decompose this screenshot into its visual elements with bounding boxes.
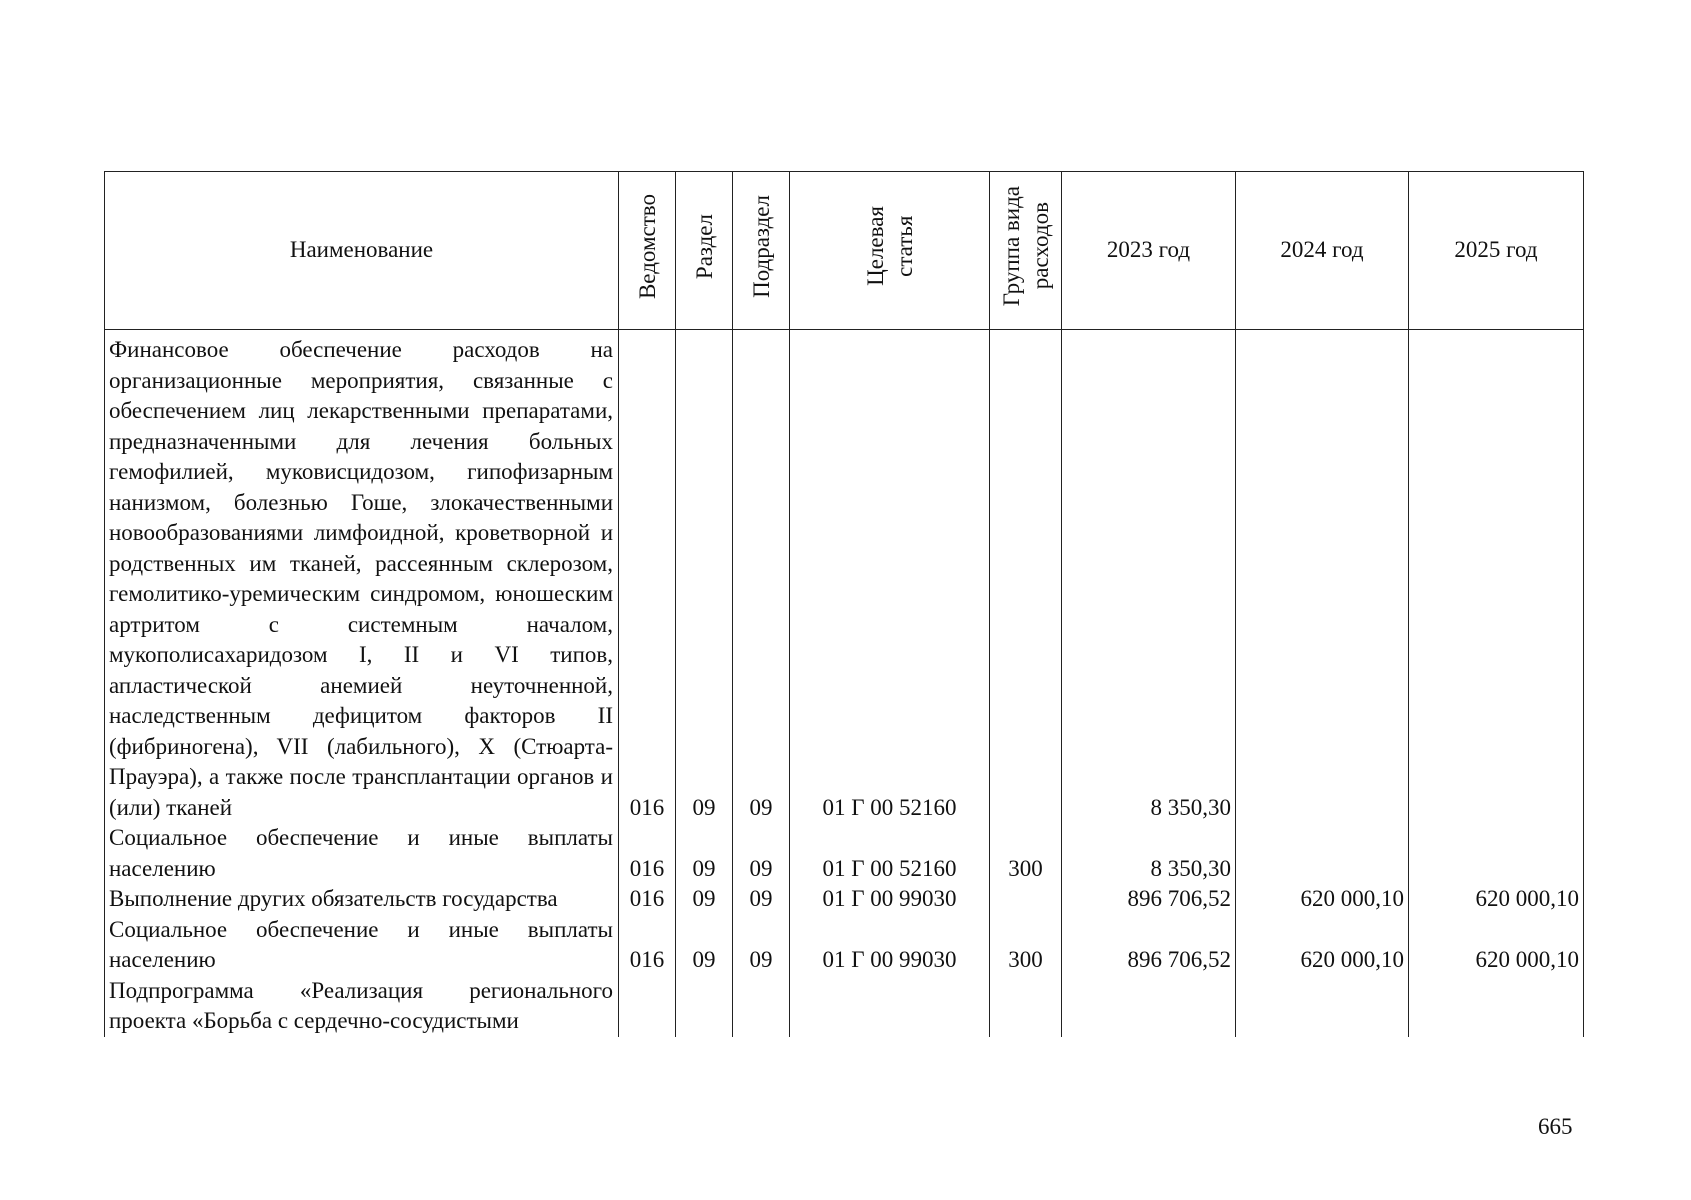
table-header <box>105 172 1584 330</box>
header-name: Наименование <box>105 172 619 330</box>
row-year-2024 <box>1236 330 1409 824</box>
row-target-item: 01 Г 00 52160 <box>790 823 990 884</box>
row-section: 09 <box>676 884 733 915</box>
row-section <box>676 976 733 1037</box>
row-year-2023 <box>1062 976 1236 1037</box>
row-expense-group: 300 <box>990 823 1062 884</box>
row-expense-group <box>990 884 1062 915</box>
table-row <box>105 330 1584 824</box>
row-name: Выполнение других обязательств государства <box>105 884 619 915</box>
row-subsection: 09 <box>733 915 790 976</box>
row-year-2023: 896 706,52 <box>1062 884 1236 915</box>
row-year-2025 <box>1409 330 1584 824</box>
row-name: Подпрограмма «Реализация регионального проекта «Борьба с сердечно-сосудистыми <box>105 976 619 1037</box>
table-body <box>105 330 1584 1037</box>
row-year-2023: 8 350,30 <box>1062 823 1236 884</box>
row-name: Социальное обеспечение и иные выплаты населению <box>105 915 619 976</box>
budget-table-sheet <box>104 171 1583 1037</box>
header-department: Ведомство <box>619 172 676 330</box>
header-target-item: Целевая статья <box>790 172 990 330</box>
row-year-2024: 620 000,10 <box>1236 884 1409 915</box>
row-section: 09 <box>676 823 733 884</box>
row-target-item <box>790 976 990 1037</box>
row-year-2025 <box>1409 823 1584 884</box>
row-expense-group <box>990 976 1062 1037</box>
row-section: 09 <box>676 915 733 976</box>
row-department: 016 <box>619 884 676 915</box>
header-year-2024: 2024 год <box>1236 172 1409 330</box>
row-target-item: 01 Г 00 99030 <box>790 915 990 976</box>
row-year-2023: 896 706,52 <box>1062 915 1236 976</box>
row-year-2024 <box>1236 823 1409 884</box>
row-subsection: 09 <box>733 884 790 915</box>
header-year-2025: 2025 год <box>1409 172 1584 330</box>
row-section: 09 <box>676 330 733 824</box>
row-name: Финансовое обеспечение расходов на организационные мероприятия, связанные с обеспечением лиц лекарственными препаратами, предназначенными для лечения больных гемофилией, муковисцидозом, гипофизарным нанизмом, болезнью Гоше, злокачественными новообразованиями лимфоидной, кроветворной и родственных им тканей, рассеянным склерозом, гемолитико-уремическим синдромом, юношеским артритом с системным началом, мукополисахаридозом I, II и VI типов, апластической анемией неуточненной, наследственным дефицитом факторов II (фибриногена), VII (лабильного), X (Стюарта-Прауэра), а также после трансплантации органов и (или) тканей <box>105 330 619 824</box>
row-target-item: 01 Г 00 99030 <box>790 884 990 915</box>
header-section: Раздел <box>676 172 733 330</box>
row-year-2025 <box>1409 976 1584 1037</box>
header-year-2023: 2023 год <box>1062 172 1236 330</box>
row-department: 016 <box>619 823 676 884</box>
budget-table <box>104 171 1584 1037</box>
row-subsection: 09 <box>733 823 790 884</box>
row-expense-group: 300 <box>990 915 1062 976</box>
table-row <box>105 884 1584 915</box>
row-target-item: 01 Г 00 52160 <box>790 330 990 824</box>
row-subsection: 09 <box>733 330 790 824</box>
row-year-2024 <box>1236 976 1409 1037</box>
row-department: 016 <box>619 915 676 976</box>
row-department: 016 <box>619 330 676 824</box>
table-row <box>105 823 1584 884</box>
page-number: 665 <box>1538 1114 1573 1139</box>
row-year-2025: 620 000,10 <box>1409 884 1584 915</box>
row-year-2025: 620 000,10 <box>1409 915 1584 976</box>
header-subsection: Подраздел <box>733 172 790 330</box>
table-row <box>105 976 1584 1037</box>
row-department <box>619 976 676 1037</box>
row-expense-group <box>990 330 1062 824</box>
header-expense-group: Группа вида расходов <box>990 172 1062 330</box>
row-name: Социальное обеспечение и иные выплаты населению <box>105 823 619 884</box>
row-subsection <box>733 976 790 1037</box>
table-row <box>105 915 1584 976</box>
row-year-2024: 620 000,10 <box>1236 915 1409 976</box>
row-year-2023: 8 350,30 <box>1062 330 1236 824</box>
